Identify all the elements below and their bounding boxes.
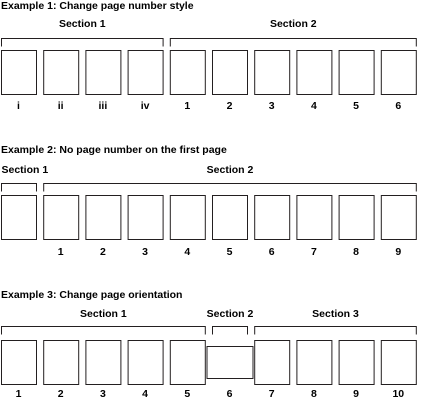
page-thumbnail — [339, 196, 374, 240]
page-number: 2 — [57, 388, 64, 400]
page-number: 4 — [310, 100, 317, 112]
section-label: Section 2 — [206, 164, 254, 176]
page-number: 2 — [99, 246, 106, 258]
section-bracket — [255, 327, 417, 335]
page-thumbnail — [381, 196, 416, 240]
page-number: 4 — [142, 388, 149, 400]
page-thumbnail — [381, 341, 416, 385]
page-number: 9 — [353, 388, 360, 400]
section-bracket — [44, 184, 417, 192]
page-thumbnail — [381, 51, 416, 95]
page-number: 4 — [184, 246, 191, 258]
page-thumbnail — [297, 51, 332, 95]
page-thumbnail — [86, 341, 121, 385]
page-number: 8 — [310, 388, 317, 400]
page-thumbnail — [2, 51, 37, 95]
page-thumbnail — [2, 196, 37, 240]
page-number: 6 — [268, 246, 275, 258]
page-number: i — [17, 100, 20, 112]
page-thumbnail — [213, 196, 248, 240]
section-bracket — [213, 327, 248, 335]
page-thumbnail — [86, 196, 121, 240]
page-number: 2 — [226, 100, 233, 112]
page-number: 8 — [353, 246, 360, 258]
page-thumbnail — [170, 341, 205, 385]
page-number: 7 — [268, 388, 275, 400]
page-thumbnail — [255, 196, 290, 240]
page-thumbnail — [339, 51, 374, 95]
page-number: 5 — [353, 100, 360, 112]
page-number: 6 — [226, 388, 233, 400]
section-bracket — [2, 184, 37, 192]
page-number: ii — [57, 100, 64, 112]
page-number: 3 — [99, 388, 106, 400]
page-number: iv — [140, 100, 150, 112]
page-thumbnail — [128, 341, 163, 385]
page-number: 9 — [395, 246, 402, 258]
section-bracket — [2, 327, 206, 335]
example-title: Example 1: Change page number style — [1, 0, 194, 12]
page-number: 10 — [392, 388, 405, 400]
page-thumbnail — [44, 51, 79, 95]
page-thumbnail-landscape — [207, 347, 253, 379]
page-number: 6 — [395, 100, 402, 112]
page-thumbnail — [128, 196, 163, 240]
page-number: 3 — [142, 246, 149, 258]
page-thumbnail — [86, 51, 121, 95]
page-thumbnail — [2, 341, 37, 385]
page-number: 3 — [268, 100, 275, 112]
section-bracket — [2, 39, 164, 47]
page-thumbnail — [255, 51, 290, 95]
section-label: Section 2 — [269, 18, 317, 30]
example-title: Example 2: No page number on the first page — [1, 144, 227, 156]
section-label: Section 1 — [58, 18, 106, 30]
page-thumbnail — [170, 196, 205, 240]
page-number: 5 — [226, 246, 233, 258]
page-number: 5 — [184, 388, 191, 400]
page-thumbnail — [128, 51, 163, 95]
page-thumbnail — [213, 51, 248, 95]
page-number: 1 — [15, 388, 22, 400]
page-thumbnail — [44, 196, 79, 240]
page-thumbnail — [255, 341, 290, 385]
page-thumbnail — [339, 341, 374, 385]
page-number: iii — [98, 100, 108, 112]
section-label: Section 2 — [206, 308, 254, 320]
section-bracket — [170, 39, 416, 47]
page-number: 1 — [184, 100, 191, 112]
page-number: 7 — [310, 246, 317, 258]
page-thumbnail — [297, 196, 332, 240]
page-thumbnail — [297, 341, 332, 385]
section-label: Section 3 — [312, 308, 359, 320]
section-label: Section 1 — [1, 164, 49, 176]
page-number: 1 — [57, 246, 64, 258]
page-thumbnail — [170, 51, 205, 95]
example-title: Example 3: Change page orientation — [1, 289, 183, 301]
section-label: Section 1 — [80, 308, 127, 320]
page-thumbnail — [44, 341, 79, 385]
